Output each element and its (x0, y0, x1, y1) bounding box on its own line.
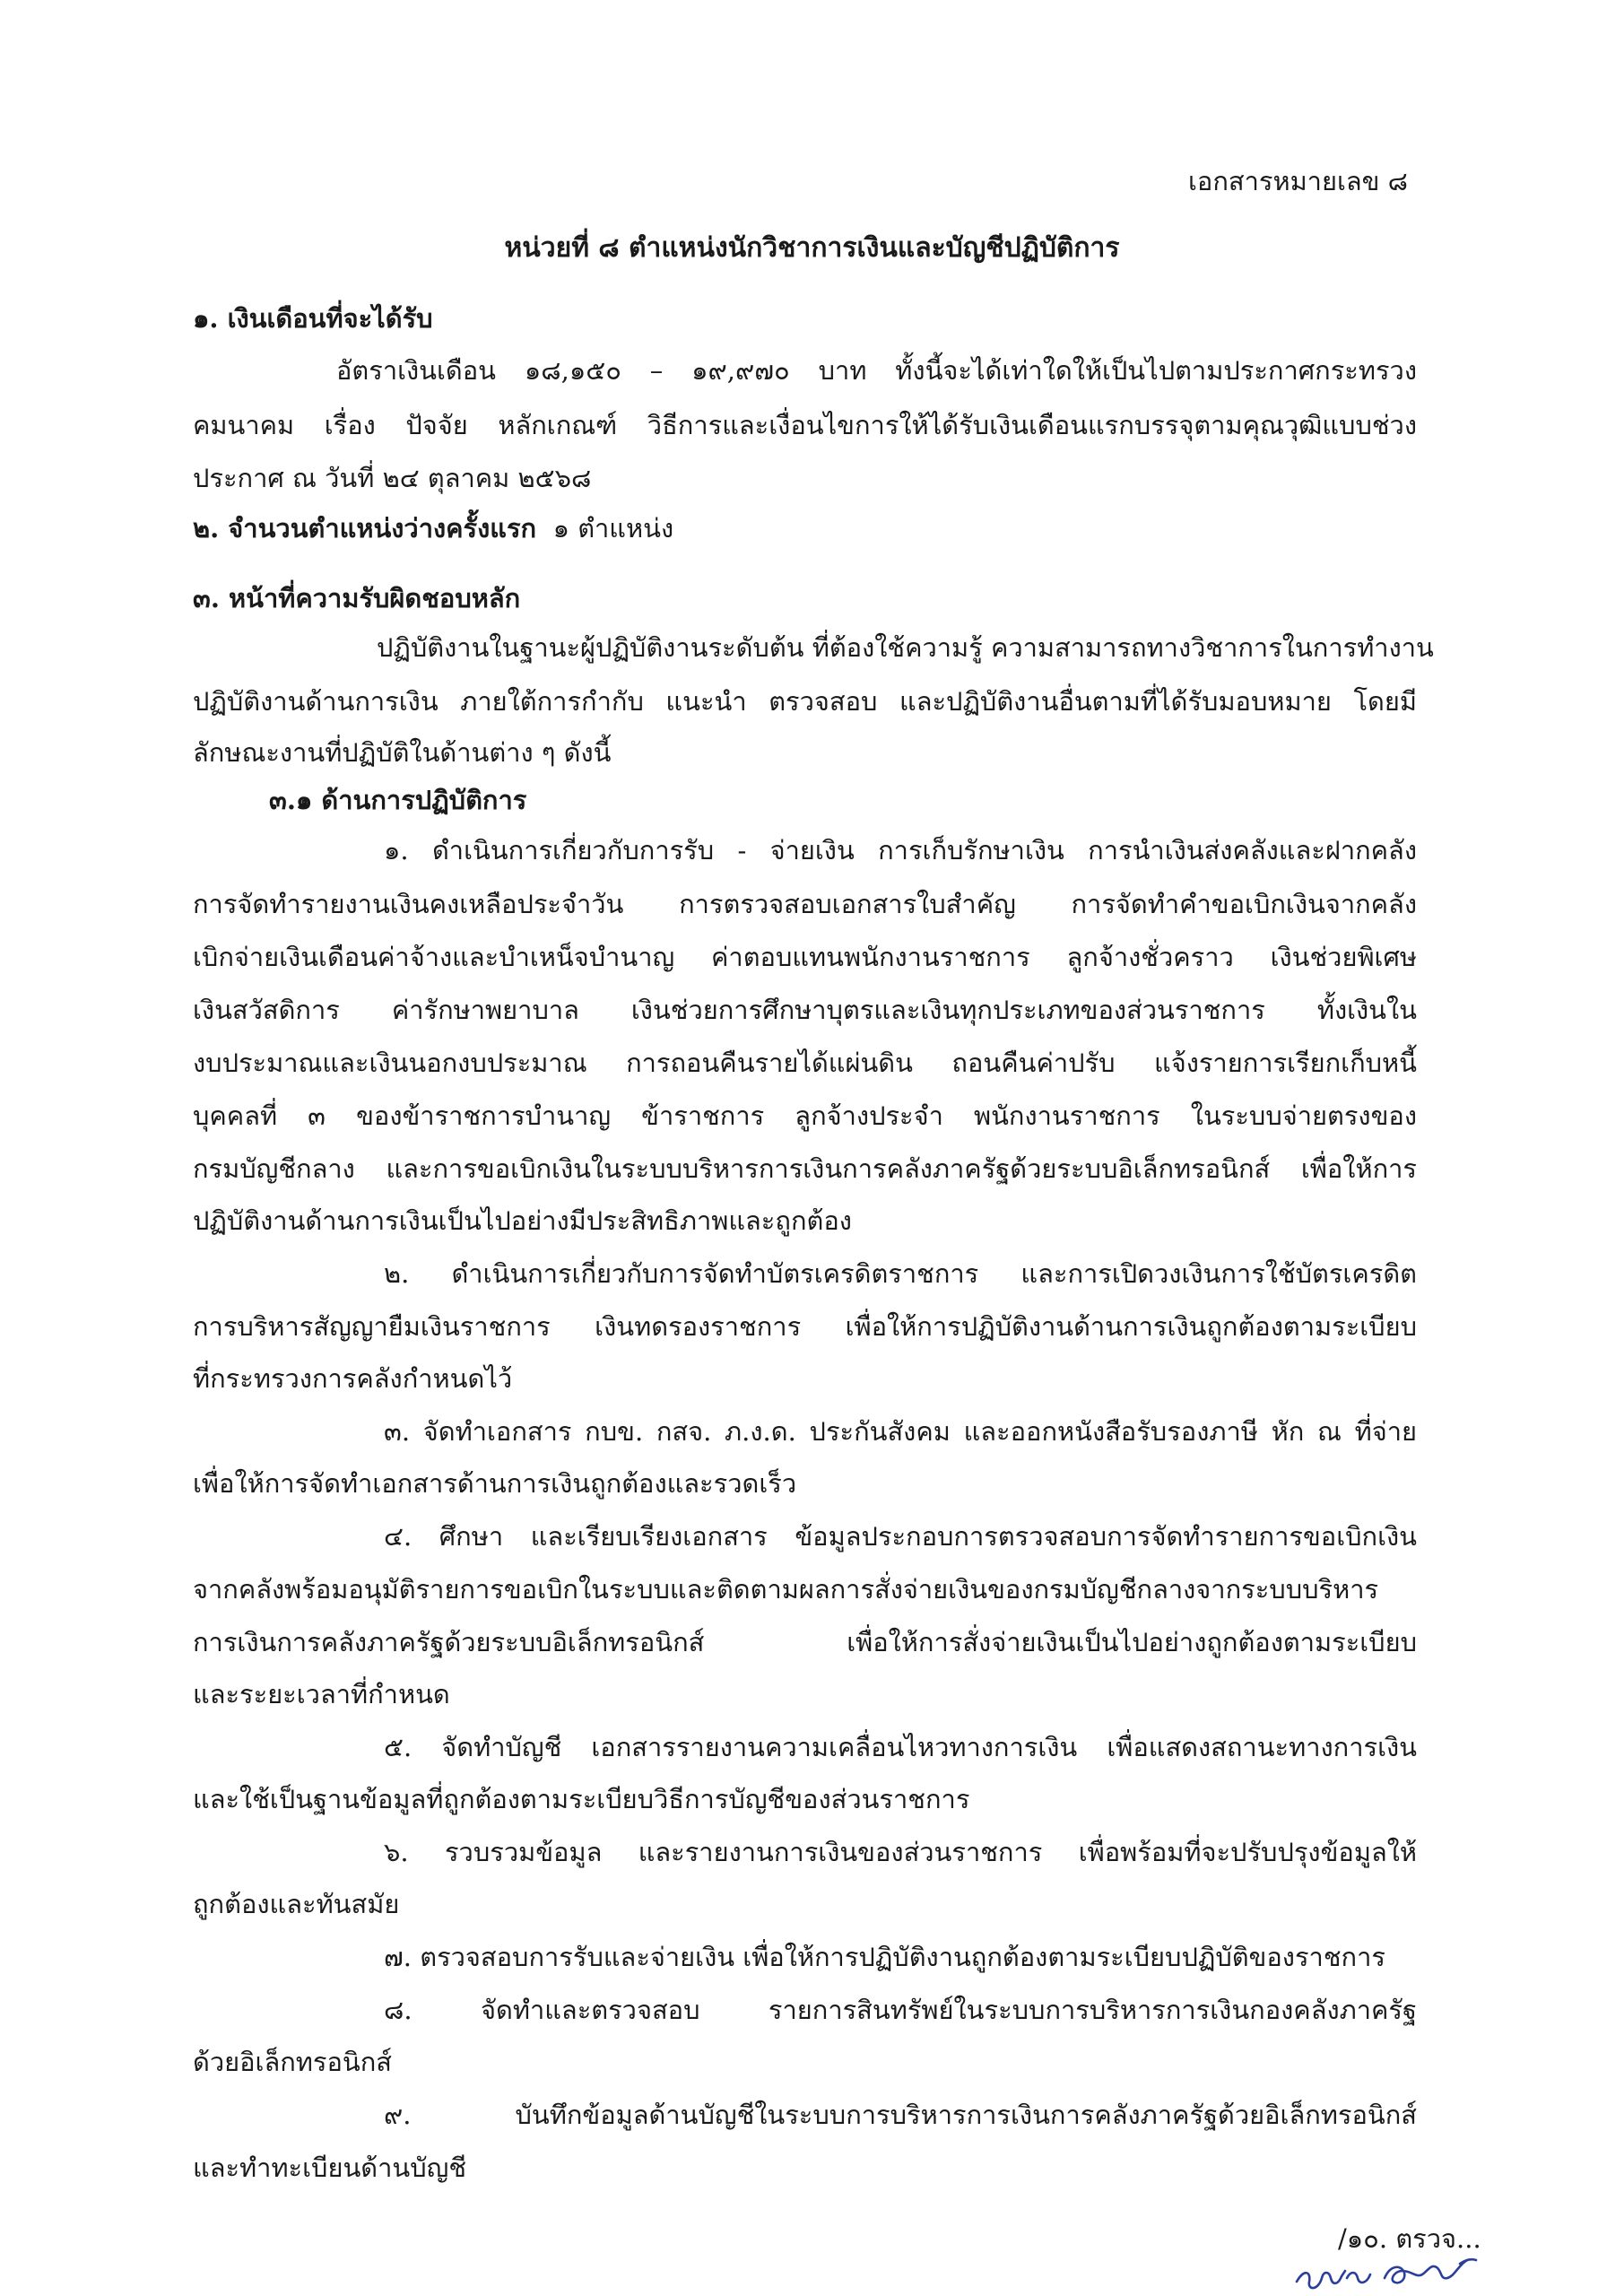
item-2-line: การบริหารสัญญายืมเงินราชการ เงินทดรองราชการ เพื่อให้การปฏิบัติงานด้านการเงินถูกต้องตามระเบียบ (193, 1311, 1417, 1342)
section-3-line: ปฏิบัติงานในฐานะผู้ปฏิบัติงานระดับต้น ที่ต้องใช้ความรู้ ความสามารถทางวิชาการในการทำงาน (377, 632, 1434, 663)
section-2-value: ๑ ตำแหน่ง (552, 513, 674, 544)
section-1-line: ประกาศ ณ วันที่ ๒๔ ตุลาคม ๒๕๖๘ (193, 463, 592, 493)
item-4-line: ๔. ศึกษา และเรียบเรียงเอกสาร ข้อมูลประกอบการตรวจสอบการจัดทำรายการขอเบิกเงิน (384, 1521, 1417, 1552)
item-1-line: งบประมาณและเงินนอกงบประมาณ การถอนคืนรายได้แผ่นดิน ถอนคืนค่าปรับ แจ้งรายการเรียกเก็บหนี้ (193, 1048, 1417, 1078)
section-1-line: อัตราเงินเดือน ๑๘,๑๕๐ – ๑๙,๙๗๐ บาท ทั้งนี้จะได้เท่าใดให้เป็นไปตามประกาศกระทรวง (336, 355, 1417, 386)
item-1-line: เบิกจ่ายเงินเดือนค่าจ้างและบำเหน็จบำนาญ ค่าตอบแทนพนักงานราชการ ลูกจ้างชั่วคราว เงินช่วยพิเศษ (193, 942, 1417, 972)
section-3-heading: ๓. หน้าที่ความรับผิดชอบหลัก (193, 583, 521, 613)
item-8-line: ด้วยอิเล็กทรอนิกส์ (193, 2047, 392, 2077)
signature-initials (1291, 2251, 1507, 2296)
item-1-line: เงินสวัสดิการ ค่ารักษาพยาบาล เงินช่วยการศึกษาบุตรและเงินทุกประเภทของส่วนราชการ ทั้งเงินใน (193, 995, 1417, 1025)
item-7-line: ๗. ตรวจสอบการรับและจ่ายเงิน เพื่อให้การปฏิบัติงานถูกต้องตามระเบียบปฏิบัติของราชการ (384, 1942, 1385, 1972)
item-5-line: ๕. จัดทำบัญชี เอกสารรายงานความเคลื่อนไหวทางการเงิน เพื่อแสดงสถานะทางการเงิน (384, 1732, 1417, 1762)
item-1-line: บุคคลที่ ๓ ของข้าราชการบำนาญ ข้าราชการ ลูกจ้างประจำ พนักงานราชการ ในระบบจ่ายตรงของ (193, 1100, 1417, 1131)
document-number: เอกสารหมายเลข ๘ (1188, 166, 1409, 196)
item-9-line: และทำทะเบียนด้านบัญชี (193, 2152, 467, 2183)
section-3-line: ปฏิบัติงานด้านการเงิน ภายใต้การกำกับ แนะนำ ตรวจสอบ และปฏิบัติงานอื่นตามที่ได้รับมอบหมาย โดยมี (193, 686, 1417, 717)
item-8-line: ๘. จัดทำและตรวจสอบ รายการสินทรัพย์ในระบบการบริหารการเงินกองคลังภาครัฐ (384, 1995, 1417, 2025)
section-1-heading: ๑. เงินเดือนที่จะได้รับ (193, 303, 433, 334)
subsection-heading: ๓.๑ ด้านการปฏิบัติการ (269, 785, 527, 815)
item-9-line: ๙. บันทึกข้อมูลด้านบัญชีในระบบการบริหารการเงินการคลังภาครัฐด้วยอิเล็กทรอนิกส์ (384, 2100, 1417, 2130)
continuation-note: /๑๐. ตรวจ... (1338, 2223, 1481, 2254)
item-6-line: ๖. รวบรวมข้อมูล และรายงานการเงินของส่วนราชการ เพื่อพร้อมที่จะปรับปรุงข้อมูลให้ (384, 1837, 1417, 1867)
section-2-heading: ๒. จำนวนตำแหน่งว่างครั้งแรก (193, 513, 537, 544)
item-1-line: ปฏิบัติงานด้านการเงินเป็นไปอย่างมีประสิทธิภาพและถูกต้อง (193, 1205, 852, 1236)
item-2-line: ที่กระทรวงการคลังกำหนดไว้ (193, 1363, 513, 1394)
item-4-line: และระยะเวลาที่กำหนด (193, 1679, 450, 1709)
item-5-line: และใช้เป็นฐานข้อมูลที่ถูกต้องตามระเบียบวิธีการบัญชีของส่วนราชการ (193, 1784, 970, 1814)
section-1-line: คมนาคม เรื่อง ปัจจัย หลักเกณฑ์ วิธีการและเงื่อนไขการให้ได้รับเงินเดือนแรกบรรจุตามคุณวุฒิแบบช่วง (193, 410, 1417, 440)
item-2-line: ๒. ดำเนินการเกี่ยวกับการจัดทำบัตรเครดิตราชการ และการเปิดวงเงินการใช้บัตรเครดิต (384, 1258, 1417, 1289)
item-4-line: การเงินการคลังภาครัฐด้วยระบบอิเล็กทรอนิกส์ เพื่อให้การสั่งจ่ายเงินเป็นไปอย่างถูกต้องตามระเบียบ (193, 1627, 1417, 1657)
section-2-row (193, 510, 673, 546)
section-3-line: ลักษณะงานที่ปฏิบัติในด้านต่าง ๆ ดังนี้ (193, 737, 612, 768)
item-3-line: ๓. จัดทำเอกสาร กบข. กสจ. ภ.ง.ด. ประกันสังคม และออกหนังสือรับรองภาษี หัก ณ ที่จ่าย (384, 1416, 1417, 1447)
page-title: หน่วยที่ ๘ ตำแหน่งนักวิชาการเงินและบัญชีปฏิบัติการ (504, 232, 1120, 264)
item-6-line: ถูกต้องและทันสมัย (193, 1889, 400, 1919)
item-1-line: การจัดทำรายงานเงินคงเหลือประจำวัน การตรวจสอบเอกสารใบสำคัญ การจัดทำคำขอเบิกเงินจากคลัง (193, 889, 1417, 919)
item-1-line: ๑. ดำเนินการเกี่ยวกับการรับ - จ่ายเงิน การเก็บรักษาเงิน การนำเงินส่งคลังและฝากคลัง (384, 835, 1417, 865)
item-1-line: กรมบัญชีกลาง และการขอเบิกเงินในระบบบริหารการเงินการคลังภาครัฐด้วยระบบอิเล็กทรอนิกส์ เพื่อให้การ (193, 1153, 1417, 1184)
item-3-line: เพื่อให้การจัดทำเอกสารด้านการเงินถูกต้องและรวดเร็ว (193, 1468, 797, 1499)
item-4-line: จากคลังพร้อมอนุมัติรายการขอเบิกในระบบและติดตามผลการสั่งจ่ายเงินของกรมบัญชีกลางจากระบบบริหาร (193, 1574, 1379, 1605)
